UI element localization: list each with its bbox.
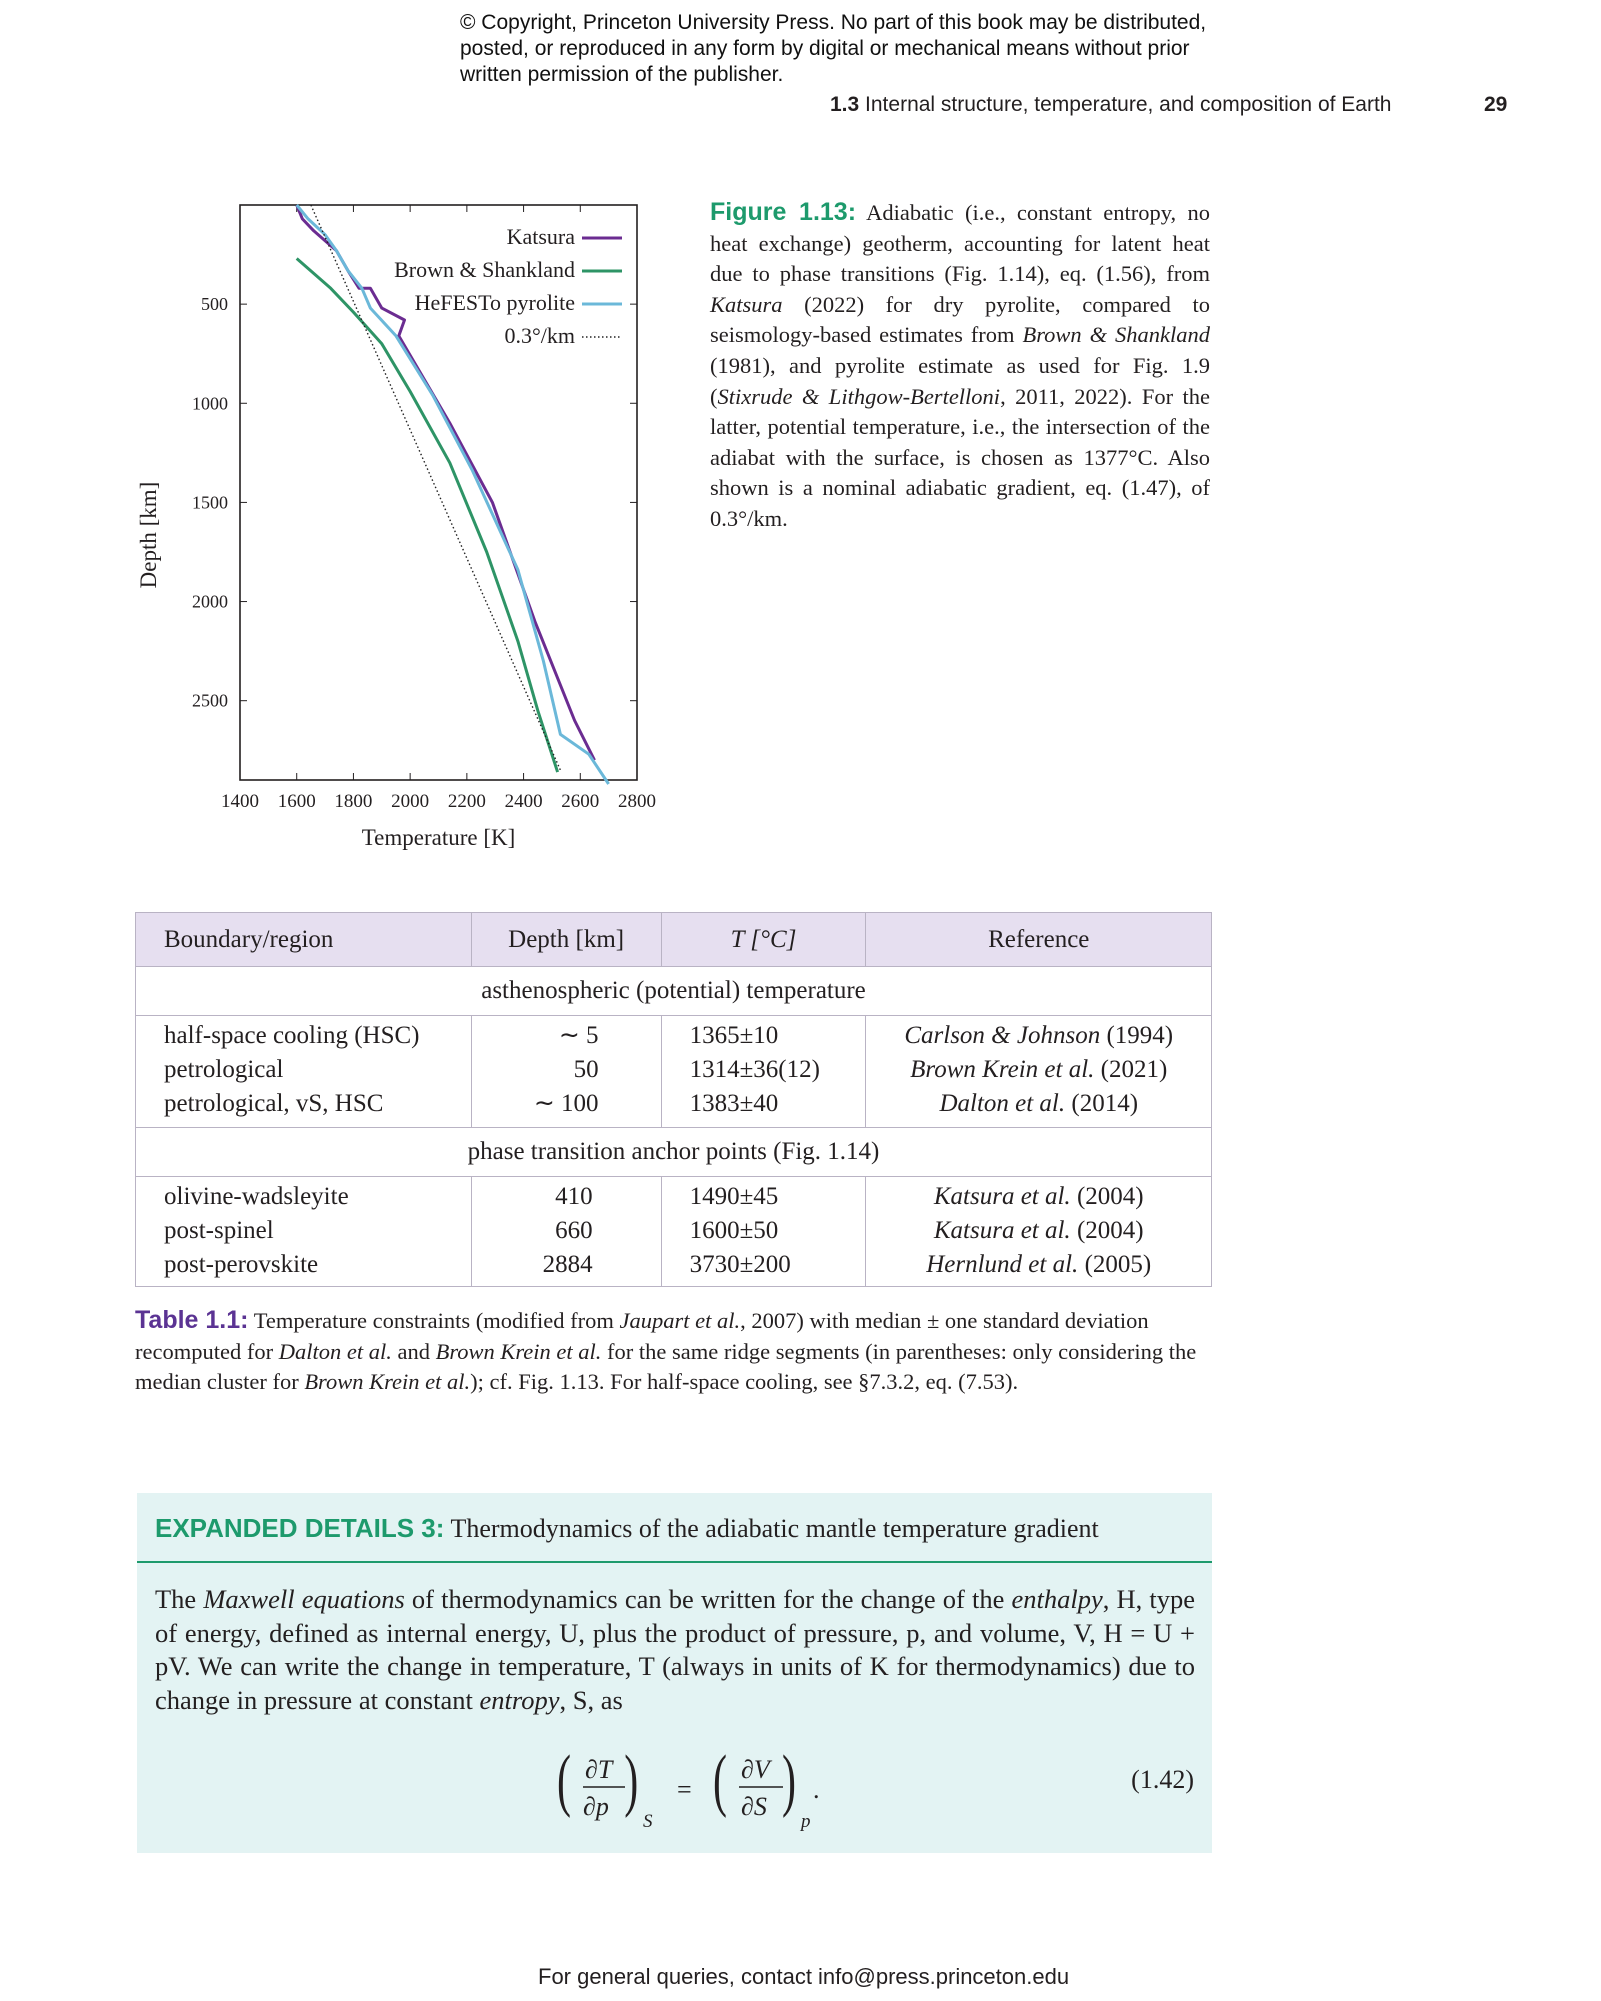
body-emphasis: entropy (479, 1684, 560, 1715)
svg-text:∂T: ∂T (585, 1755, 613, 1784)
table-section-row (136, 967, 1212, 1016)
figure-1-13 (120, 185, 680, 865)
x-tick-label: 2600 (561, 791, 600, 812)
region-cell: petrological, vS, HSC (164, 1090, 384, 1117)
y-tick-label: 1000 (192, 393, 228, 414)
reference-year: (2021) (1100, 1056, 1168, 1083)
caption-ref: Dalton et al. (278, 1338, 392, 1364)
x-tick-label: 2200 (447, 791, 486, 812)
svg-text:∂p: ∂p (583, 1792, 609, 1821)
region-cell: post-spinel (164, 1217, 274, 1244)
table-row-group (136, 1177, 1212, 1287)
body-text: of thermodynamics can be written for the change of the (404, 1584, 1012, 1614)
body-emphasis: Maxwell equations (203, 1584, 405, 1614)
svg-text:=: = (677, 1775, 692, 1804)
reference-year: (1994) (1106, 1022, 1174, 1049)
y-tick-label: 500 (201, 294, 228, 315)
section-title: phase transition anchor points (Fig. 1.14) (136, 1128, 1212, 1177)
x-tick-label: 1800 (334, 791, 373, 812)
expanded-details-body (155, 1583, 1195, 1717)
body-text: , S, as (559, 1684, 623, 1715)
temp-cell: 1365±10 (689, 1022, 779, 1049)
svg-text:(: ( (713, 1743, 727, 1819)
svg-text:.: . (813, 1775, 820, 1804)
series-line-0 (297, 205, 595, 760)
reference-author: Carlson & Johnson (904, 1022, 1101, 1049)
region-cell: petrological (164, 1056, 284, 1083)
region-cell: post-perovskite (164, 1251, 319, 1278)
copyright-notice: © Copyright, Princeton University Press. No part of this book may be distributed, posted, or reproduced in any form by digital or mechanical means without prior written permission of the publisher. (460, 11, 1207, 86)
svg-text:): ) (782, 1743, 796, 1819)
y-axis-label: Depth [km] (136, 481, 161, 589)
expanded-details-title: Thermodynamics of the adiabatic mantle temperature gradient (450, 1514, 1099, 1543)
depth-cell: ∼ 100 (533, 1090, 599, 1117)
depth-cell: 50 (573, 1056, 599, 1083)
section-title: Internal structure, temperature, and composition of Earth (865, 93, 1392, 116)
reference-author: Hernlund et al. (926, 1251, 1079, 1278)
reference-cell (866, 1214, 1211, 1248)
depth-cell: ∼ 5 (558, 1022, 599, 1049)
table-label: Table 1.1: (135, 1306, 249, 1334)
section-number: 1.3 (830, 93, 860, 116)
caption-text: Adiabatic (i.e., constant entropy, no heat exchange) geotherm, accounting for latent heat due to phase transitions (Fig. 1.14), eq. (1.56), from (710, 200, 1210, 287)
figure-label: Figure 1.13: (710, 198, 857, 226)
svg-text:p: p (801, 1811, 811, 1832)
table-row-group (136, 1016, 1212, 1128)
caption-text: ); cf. Fig. 1.13. For half-space cooling, see §7.3.2, eq. (7.53). (470, 1369, 1019, 1395)
region-cell: olivine-wadsleyite (164, 1183, 349, 1210)
x-tick-label: 2400 (504, 791, 543, 812)
section-title: asthenospheric (potential) temperature (136, 967, 1212, 1016)
caption-text: (1981), and pyrolite estimate as used for Fig. 1.9 ( (710, 352, 1210, 409)
x-tick-label: 1600 (277, 791, 316, 812)
x-tick-label: 2000 (391, 791, 430, 812)
reference-year: (2004) (1076, 1183, 1144, 1210)
page-number: 29 (1484, 93, 1508, 116)
caption-ref: Brown & Shankland (1022, 322, 1210, 348)
reference-author: Dalton et al. (939, 1090, 1066, 1117)
reference-cell (866, 1053, 1211, 1087)
svg-text:(: ( (557, 1743, 571, 1819)
y-tick-label: 2000 (192, 591, 228, 612)
reference-author: Katsura et al. (933, 1183, 1071, 1210)
running-head (830, 93, 1391, 117)
temp-cell: 3730±200 (689, 1251, 791, 1278)
expanded-details-box (137, 1493, 1212, 1853)
depth-cell: 410 (555, 1183, 593, 1210)
region-cell: half-space cooling (HSC) (164, 1022, 420, 1049)
expanded-details-heading (155, 1513, 1099, 1544)
caption-text: , 2007) with median ± one standard deviation recomputed for (135, 1308, 1149, 1364)
caption-ref: Katsura (710, 291, 783, 317)
svg-text:): ) (624, 1743, 639, 1819)
expanded-details-label: EXPANDED DETAILS 3: (155, 1513, 445, 1543)
body-text: , H, type of energy, defined as internal energy, U, plus the product of pressure, p, and volume, V, H = U + pV. We can write the change in temperature, T (always in units of K for thermodynamics) due to change in pressure at constant (155, 1584, 1195, 1715)
x-axis-label: Temperature [K] (361, 825, 516, 850)
caption-ref: Jaupart et al. (619, 1308, 741, 1333)
legend-label: Katsura (506, 224, 575, 249)
temp-cell: 1490±45 (689, 1183, 779, 1210)
temp-cell: 1383±40 (689, 1090, 779, 1117)
caption-ref: Stixrude & Lithgow-Bertelloni (717, 383, 1001, 409)
caption-ref: Brown Krein et al. (435, 1338, 602, 1364)
svg-text:∂S: ∂S (741, 1792, 767, 1821)
table-section-row (136, 1128, 1212, 1177)
caption-text: (2022) for dry pyrolite, compared to seismology-based estimates from (710, 291, 1210, 348)
reference-year: (2004) (1076, 1217, 1144, 1244)
y-tick-label: 2500 (192, 690, 228, 711)
caption-text: for the same ridge segments (in parentheses: only considering the median cluster for (135, 1338, 1197, 1395)
column-header: T [°C] (661, 913, 866, 967)
body-emphasis: enthalpy (1011, 1584, 1103, 1614)
svg-text:∂V: ∂V (741, 1755, 770, 1784)
column-header: Boundary/region (136, 913, 472, 967)
depth-cell: 2884 (542, 1251, 593, 1278)
caption-text: and (391, 1338, 436, 1364)
table-caption (135, 1305, 1213, 1398)
reference-cell (866, 1180, 1211, 1214)
divider (137, 1561, 1212, 1563)
x-tick-label: 1400 (221, 791, 259, 812)
temp-cell: 1314±36(12) (689, 1056, 820, 1083)
x-tick-label: 2800 (618, 791, 656, 812)
temperature-table (135, 912, 1212, 1287)
y-tick-label: 1500 (192, 492, 228, 513)
depth-cell: 660 (555, 1217, 593, 1244)
equation-1-42 (137, 1743, 1212, 1833)
table-header-row (136, 913, 1212, 967)
reference-year: (2005) (1084, 1251, 1152, 1278)
caption-text: Temperature constraints (modified from (253, 1308, 620, 1333)
body-text: The (155, 1584, 204, 1614)
equation-number: (1.42) (1131, 1765, 1194, 1794)
temp-cell: 1600±50 (689, 1217, 779, 1244)
caption-text: , 2011, 2022). For the latter, potential temperature, i.e., the intersection of the adiabat with the surface, is chosen as 1377°C. Also shown is a nominal adiabatic gradient, eq. (1.47), of 0.3°/km. (710, 383, 1210, 531)
geotherm-chart (120, 185, 680, 865)
svg-text:S: S (643, 1811, 653, 1832)
footer-contact: For general queries, contact info@press.princeton.edu (538, 1964, 1070, 1989)
column-header: Reference (866, 913, 1212, 967)
reference-author: Katsura et al. (933, 1217, 1071, 1244)
reference-cell (866, 1248, 1211, 1282)
reference-year: (2014) (1071, 1090, 1139, 1117)
legend-label: 0.3°/km (504, 323, 575, 348)
column-header: Depth [km] (471, 913, 661, 967)
reference-cell (866, 1087, 1211, 1121)
figure-caption (710, 197, 1210, 535)
legend-label: HeFESTo pyrolite (414, 290, 575, 315)
reference-author: Brown Krein et al. (910, 1056, 1095, 1083)
legend-label: Brown & Shankland (394, 257, 575, 282)
reference-cell (866, 1019, 1211, 1053)
caption-ref: Brown Krein et al. (304, 1369, 471, 1395)
